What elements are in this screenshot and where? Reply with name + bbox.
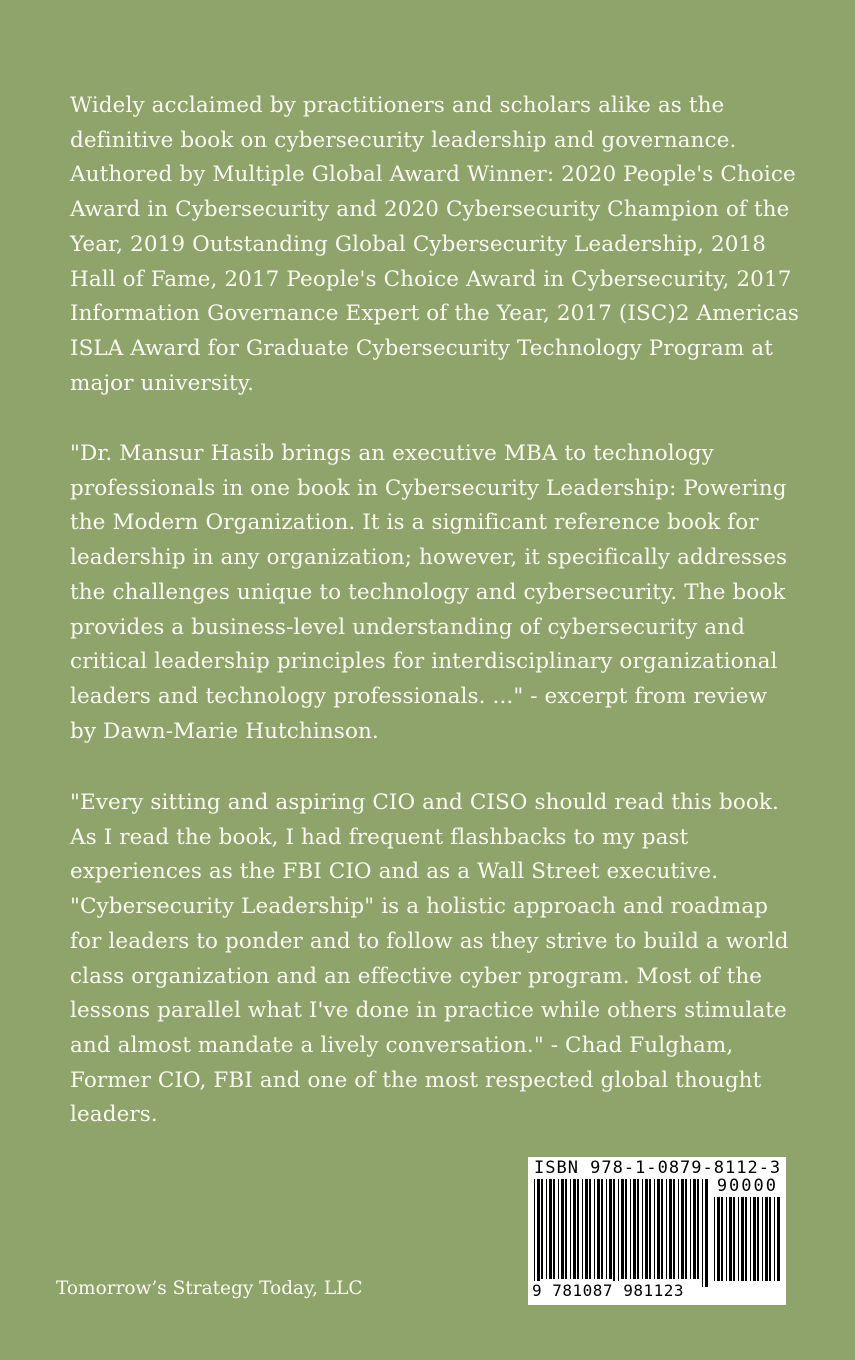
barcode-bar (570, 1179, 571, 1279)
barcode-bar (606, 1179, 607, 1279)
barcode-bar (753, 1197, 756, 1281)
barcode-bar (577, 1179, 579, 1279)
barcode-bar (690, 1179, 691, 1279)
barcode-bar (582, 1179, 583, 1279)
barcode-bar (741, 1197, 744, 1281)
addon-barcode-bars (714, 1197, 780, 1289)
barcode-bar (685, 1179, 687, 1279)
barcode-bar (726, 1197, 727, 1281)
barcode-bar (733, 1197, 735, 1281)
barcode-bar (637, 1179, 639, 1279)
barcode-bar (561, 1179, 564, 1279)
barcode-bar (594, 1179, 595, 1279)
ean-digits: 9 781087 981123 (532, 1281, 684, 1300)
barcode-bar (702, 1179, 703, 1287)
description-paragraph: Widely acclaimed by practitioners and scholars alike as the definitive book on cybersecurity leadership and governance. Authored by Multiple Global Award Winner: 2020 People's Choice Award in Cybersecurity and 2020 Cybersecurity Champion of the Year, 2019 Outstanding Global Cybersecurity Leadership, 2018 Hall of Fame, 2017 People's Choice Award in Cybersecurity, 2017 Information Governance Expert of the Year, 2017 (ISC)2 Americas ISLA Award for Graduate Cybersecurity Technology Program at major university. (70, 93, 800, 396)
isbn-barcode (528, 1157, 786, 1305)
barcode-bar (777, 1197, 780, 1281)
barcode-bar (762, 1197, 763, 1281)
barcode-bar (673, 1179, 675, 1279)
barcode-bar (625, 1179, 627, 1279)
barcode-bar (721, 1197, 723, 1281)
barcode-bar (621, 1179, 624, 1279)
barcode-bar (630, 1179, 631, 1279)
review-quote-hutchinson: "Dr. Mansur Hasib brings an executive MBA to technology professionals in one book in Cybersecurity Leadership: Powering the Modern Organization. It is a significant reference book for leadership in any organization; however, it specifically addresses the challenges unique to technology and cybersecurity. The book provides a business-level understanding of cybersecurity and critical leadership principles for interdisciplinary organizational leaders and technology professionals. ..." - excerpt from review by Dawn-Marie Hutchinson. (70, 441, 788, 744)
barcode-bar (681, 1179, 684, 1279)
barcode-bar (738, 1197, 739, 1281)
barcode-bar (633, 1179, 636, 1279)
ean-barcode-bars (534, 1179, 710, 1287)
barcode-bar (697, 1179, 699, 1279)
barcode-bar (613, 1179, 615, 1287)
barcode-bar (558, 1179, 559, 1279)
review-quote-fulgham: "Every sitting and aspiring CIO and CISO should read this book. As I read the book, I had frequent flashbacks to my past experiences as the FBI CIO and as a Wall Street executive. "Cybersecurity Leadership" is a holistic approach and roadmap for leaders to ponder and to follow as they strive to build a world class organization and an effective cyber program. Most of the lessons parallel what I've done in practice while others stimulate and almost mandate a lively conversation." - Chad Fulgham, Former CIO, FBI and one of the most respected global thought leaders. (70, 790, 789, 1128)
barcode-bar (729, 1197, 732, 1281)
barcode-bar (597, 1179, 600, 1279)
barcode-bar (573, 1179, 576, 1279)
barcode-bar (609, 1179, 612, 1279)
barcode-bar (774, 1197, 775, 1281)
barcode-bar (553, 1179, 555, 1279)
barcode-bar (546, 1179, 547, 1279)
barcode-bar (589, 1179, 591, 1279)
barcode-bar (678, 1179, 679, 1279)
barcode-bar (642, 1179, 643, 1279)
barcode-bar (549, 1179, 552, 1279)
barcode-bar (669, 1179, 672, 1279)
barcode-bar (649, 1179, 651, 1279)
barcode-bar (757, 1197, 759, 1281)
publisher-name: Tomorrow’s Strategy Today, LLC (56, 1278, 363, 1299)
barcode-bar (618, 1179, 619, 1287)
barcode-bar (585, 1179, 588, 1279)
barcode-bar (714, 1197, 715, 1281)
barcode-bar (537, 1179, 540, 1287)
barcode-bar (534, 1179, 535, 1287)
barcode-bar (705, 1179, 708, 1287)
isbn-label: ISBN 978-1-0879-8112-3 (534, 1158, 782, 1178)
barcode-bar (565, 1179, 567, 1279)
barcode-bar (717, 1197, 720, 1281)
barcode-bar (666, 1179, 667, 1279)
barcode-bar (645, 1179, 648, 1279)
barcode-bar (745, 1197, 747, 1281)
barcode-bar (661, 1179, 663, 1279)
barcode-bar (769, 1197, 771, 1281)
price-addon-digits: 90000 (716, 1176, 778, 1196)
barcode-bar (654, 1179, 655, 1279)
barcode-bar (541, 1179, 543, 1279)
barcode-bar (750, 1197, 751, 1281)
barcode-bar (601, 1179, 603, 1279)
barcode-bar (693, 1179, 696, 1279)
barcode-bar (765, 1197, 768, 1281)
barcode-bar (657, 1179, 660, 1279)
